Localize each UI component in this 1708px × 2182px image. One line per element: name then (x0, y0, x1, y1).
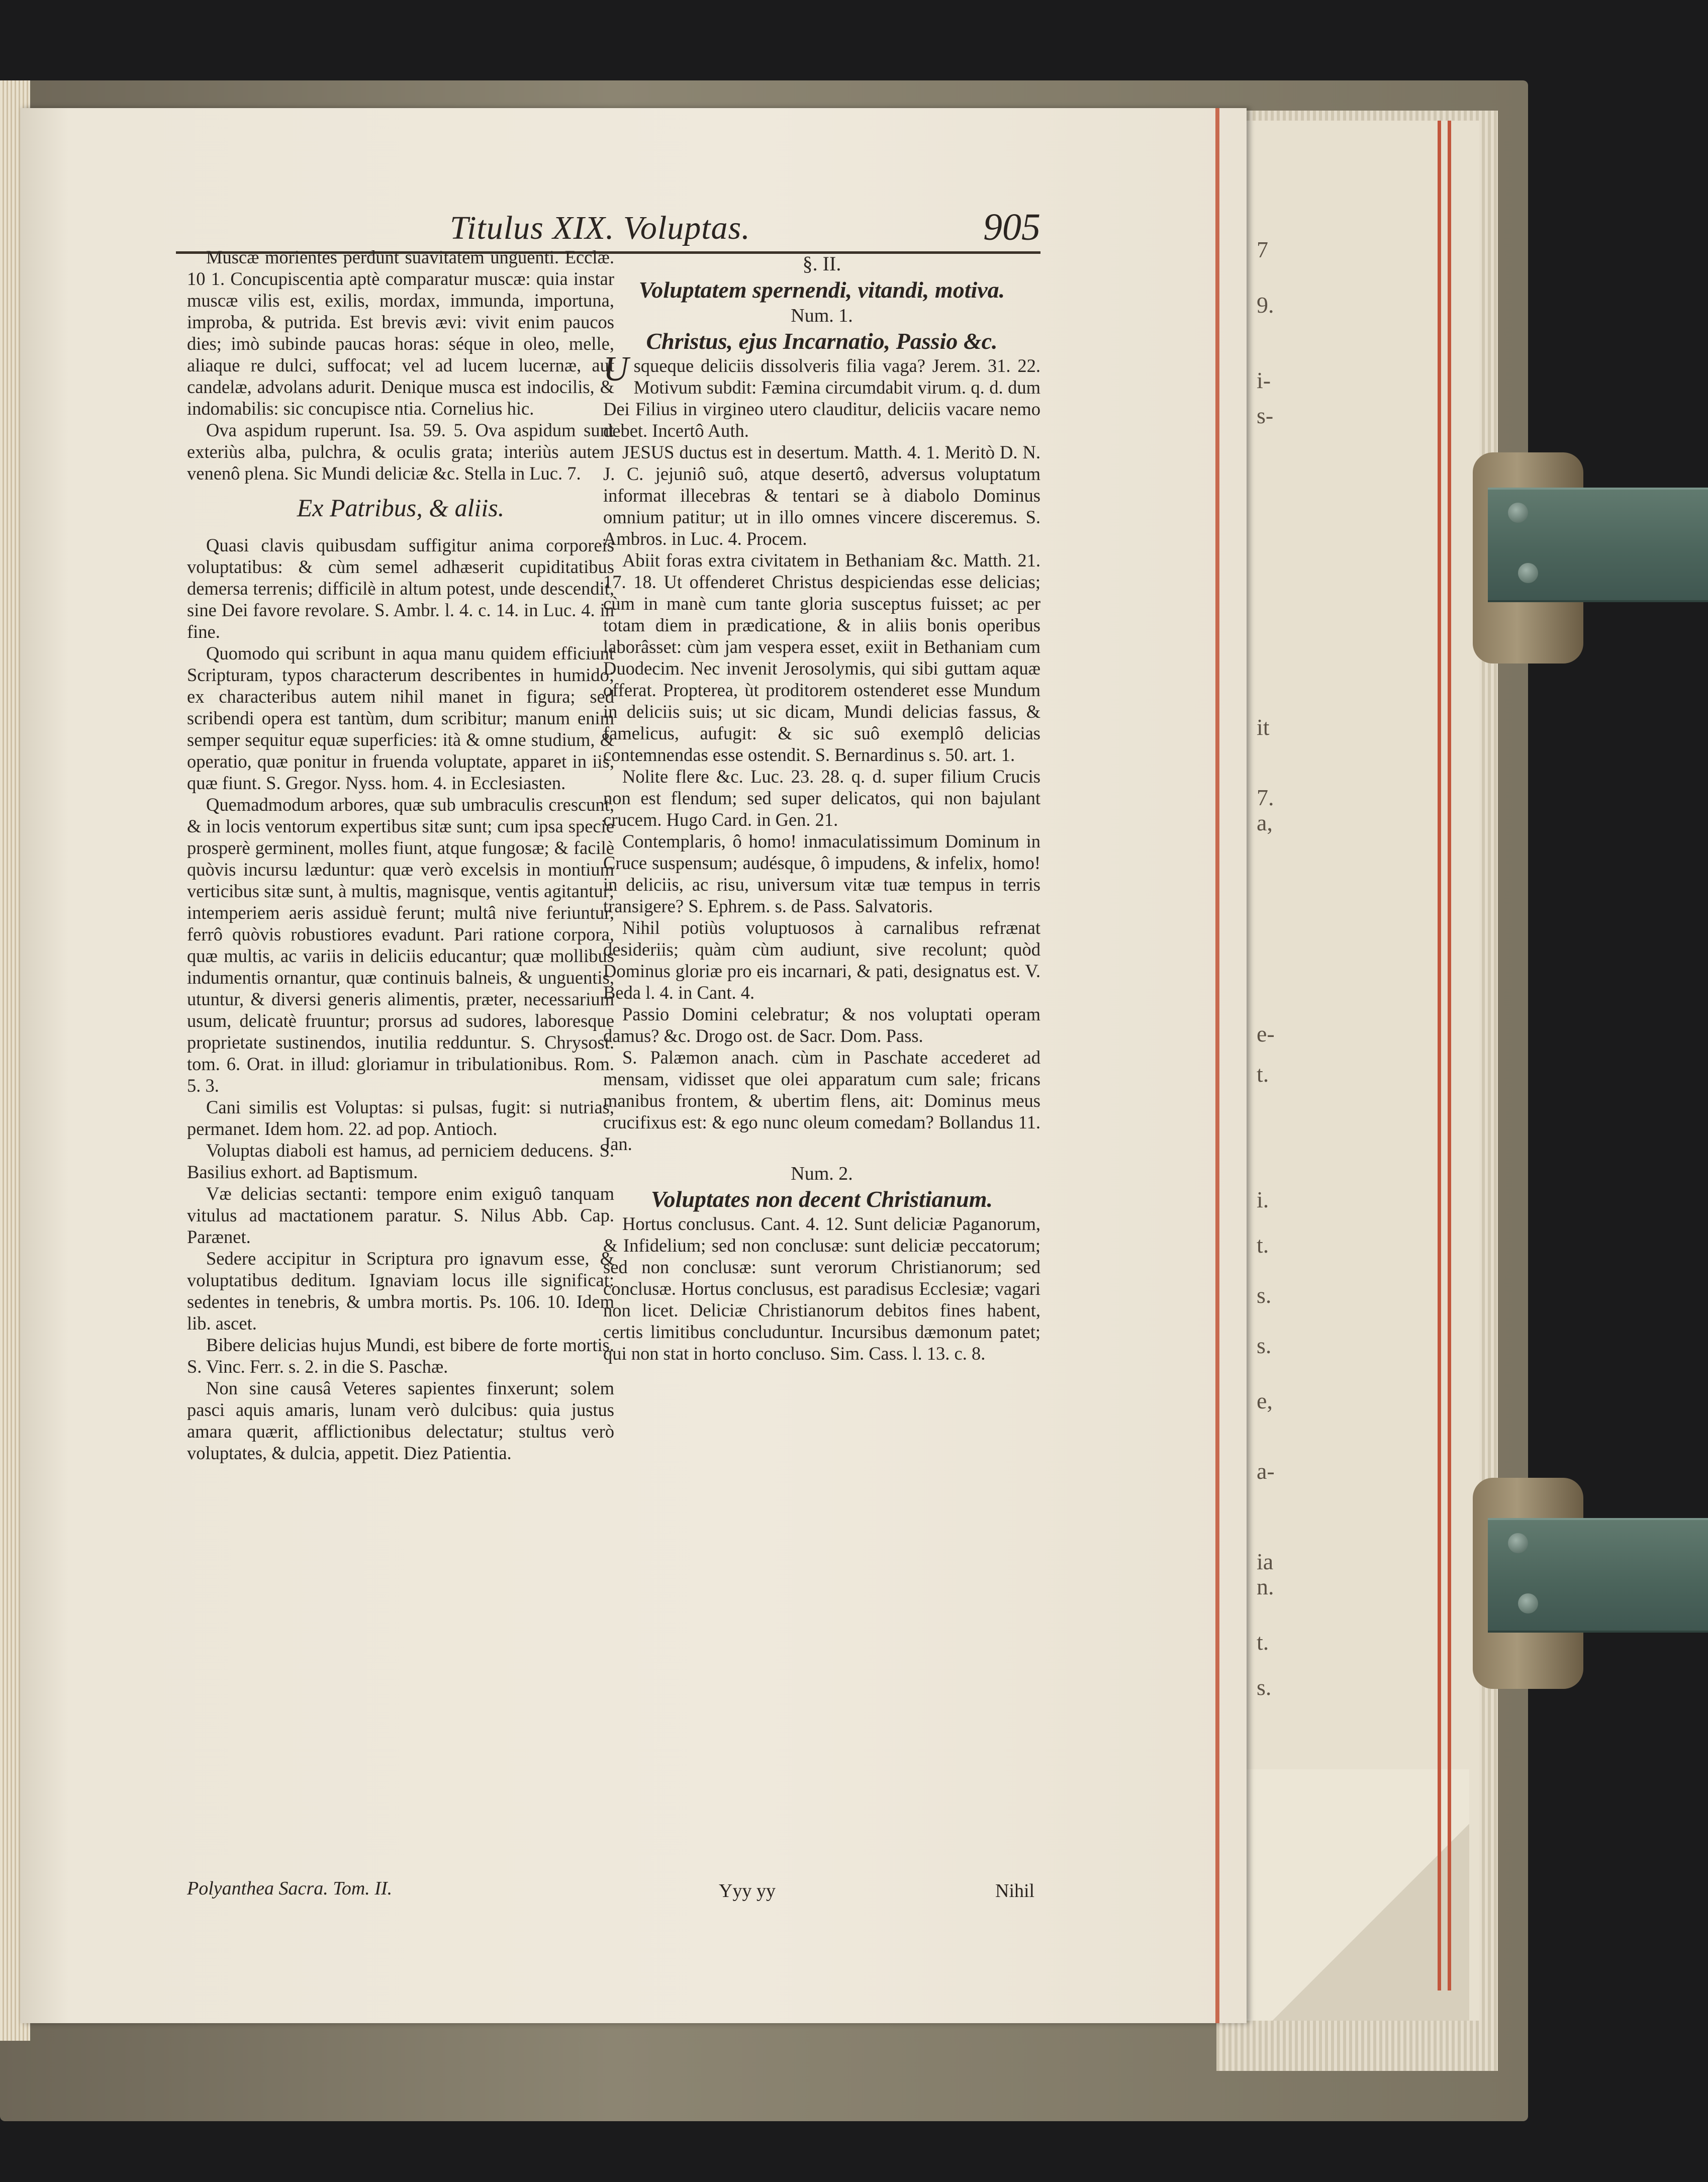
paragraph: Muscæ morientes perdunt suavitatem unguenti. Ecclæ. 10 1. Concupiscentia aptè comparatur muscæ: quia instar muscæ vilis est, exilis, mordax, immunda, importuna, improba, & putrida. Est brevis ævi: vivit enim paucos dies; imò subinde paucas horas: séque in oleo, melle, aliaque re dulci, suffocat; vel ad lucem lucernæ, aut candelæ, advolans adurit. Denique musca est indocilis, & indomabilis: sic concupisce ntia. Cornelius hic. (187, 247, 614, 419)
rivet (1508, 503, 1528, 523)
rivet (1518, 563, 1538, 583)
left-column (187, 246, 614, 1464)
paragraph: Quemadmodum arbores, quæ sub umbraculis crescunt, & in locis ventorum expertibus sitæ sunt; cum ipsa specie prosperè germinent, molles fiunt, atque fungosæ; & facilè quòvis incursu læduntur: quæ verò excelsis in montium verticibus sitæ sunt, à multis, magnisque, ventis agitantur; intemperiem aeris assiduè ferunt; multâ nive feriuntur, ferrô quòvis robustiores evadunt. Pari ratione corpora, quæ multis, ac variis in deliciis educantur; quæ mollibus indumentis ornantur, quæ continuis balneis, & unguentis, utuntur, & diversi generis alimentis, præter, necessarium usum, delicatè fruuntur; prorsus ad sudores, laboresque proprietate sustinendos, inutilia redduntur. S. Chrysost. tom. 6. Orat. in illud: gloriamur in tribulationibus. Rom. 5. 3. (187, 794, 614, 1096)
facing-page-fragment: e, (1257, 1388, 1273, 1413)
paragraph: Voluptas diaboli est hamus, ad perniciem deducens. S. Basilius exhort. ad Baptismum. (187, 1140, 614, 1182)
paragraph: JESUS ductus est in desertum. Matth. 4. 1. Meritò D. N. J. C. jejuniô suô, atque desertô, adversus voluptatum informat illecebras & tentari se à diabolo Dominus omnium patitur; ut in illo omnes vincere disceremus. S. Ambros. in Luc. 4. Procem. (603, 442, 1040, 549)
paragraph: Sedere accipitur in Scriptura pro ignavum esse, & voluptatibus deditum. Ignaviam locus ille significat: sedentes in tenebris, & umbra mortis. Ps. 106. 10. Idem lib. ascet. (187, 1248, 614, 1334)
facing-page-fragment: t. (1257, 1232, 1269, 1258)
page-edge (1215, 108, 1219, 2023)
paragraph: Usqueque deliciis dissolveris filia vaga? Jerem. 31. 22. Motivum subdit: Fæmina circumdabit virum. q. d. dum Dei Filius in virgineo utero clauditur, deliciis vacare nemo debet. Incertô Auth. (603, 350, 1040, 441)
rivet (1508, 1533, 1528, 1553)
paragraph: Cani similis est Voluptas: si pulsas, fugit: si nutrias, permanet. Idem hom. 22. ad pop. Antioch. (187, 1097, 614, 1139)
signature-mark: Yyy yy (719, 1880, 776, 1902)
running-head (176, 196, 1040, 254)
paragraph: Nolite flere &c. Luc. 23. 28. q. d. super filium Crucis non est flendum; sed super delicatos, qui non bajulant crucem. Hugo Card. in Gen. 21. (603, 766, 1040, 830)
facing-page-fragment: i. (1257, 1187, 1269, 1212)
paragraph: Væ delicias sectanti: tempore enim exiguô tanquam vitulus ad mactationem paratur. S. Nilus Abb. Cap. Parænet. (187, 1183, 614, 1247)
section-title: Voluptatem spernendi, vitandi, motiva. (638, 277, 1005, 303)
facing-page-fragment: n. (1257, 1574, 1274, 1599)
facing-page-fragment: it (1257, 714, 1270, 740)
facing-page-fragment: t. (1257, 1629, 1269, 1655)
section-mark: §. II. (802, 252, 841, 275)
subsection-title: Voluptates non decent Christianum. (651, 1186, 993, 1212)
paragraph: Nihil potiùs voluptuosos à carnalibus refrænat desideriis; quàm cùm audiunt, sive recolunt; quòd Dominus gloriæ pro eis incarnari, & pati, designatus est. V. Beda l. 4. in Cant. 4. (603, 917, 1040, 1003)
section-heading: Ex Patribus, & aliis. (297, 494, 505, 522)
paragraph: Abiit foras extra civitatem in Bethaniam &c. Matth. 21. 17. 18. Ut offenderet Christus despiciendas esse delicias; cùm in manè cum tante gloria susceptus fuisset; ac per totam diem in prædicatione, & in aliis bonis operibus laborâsset: cùm jam vespera esset, exiit in Bethaniam cum Duodecim. Nec invenit Jerosolymis, qui sibi guttam aquæ offerat. Propterea, ùt proditorem ostenderet esse Mundum in deliciis suis; ut sic dicam, Mundi delicias fassus, & famelicus, aufugit: & sic suô exemplô delicias contemnendas esse ostendit. S. Bernardinus s. 50. art. 1. (603, 550, 1040, 765)
paragraph: Hortus conclusus. Cant. 4. 12. Sunt deliciæ Paganorum, & Infidelium; sed non conclusæ: sunt deliciæ peccatorum; sed non conclusæ: sunt verorum Christianorum; sed conclusæ. Hortus conclusus, est paradisus Ecclesiæ; vagari non licet. Deliciæ Christianorum debitos fines habent, certis limitibus concluduntur. Incursibus dæmonum patet; qui non stat in horto concluso. Sim. Cass. l. 13. c. 8. (603, 1213, 1040, 1364)
facing-page-fragment: t. (1257, 1061, 1269, 1087)
facing-page-fragment: 7. (1257, 785, 1274, 810)
facing-page-fragment: s. (1257, 1674, 1272, 1700)
paragraph: Contemplaris, ô homo! inmaculatissimum Dominum in Cruce suspensum; audésque, ô impudens, & infelix, homo! in deliciis, ac risu, universum vitæ tuæ tempus in terris transigere? S. Ephrem. s. de Pass. Salvatoris. (603, 831, 1040, 916)
right-column (603, 246, 1040, 1364)
catchword: Nihil (995, 1880, 1035, 1902)
facing-page-fragment: s. (1257, 1282, 1272, 1308)
red-page-edge (1448, 121, 1451, 1990)
number-label: Num. 2. (791, 1163, 853, 1184)
paragraph: Non sine causâ Veteres sapientes finxerunt; solem pasci aquis amaris, lunam verò dulcibus: quia justus amara quærit, afflictionibus delectatur; stultus verò voluptates, & dulcia, appetit. Diez Patientia. (187, 1378, 614, 1463)
facing-page-fragment: a- (1257, 1458, 1275, 1484)
paragraph: Passio Domini celebratur; & nos voluptati operam damus? &c. Drogo ost. de Sacr. Dom. Pass. (603, 1004, 1040, 1046)
number-label: Num. 1. (791, 305, 853, 326)
facing-page-fragment: ia (1257, 1549, 1274, 1574)
facing-page-fragment: 9. (1257, 292, 1274, 318)
folded-corner (1228, 1769, 1469, 2021)
running-title: Titulus XIX. Voluptas. (450, 210, 750, 246)
subsection-title: Christus, ejus Incarnatio, Passio &c. (646, 328, 998, 354)
facing-page-fragment: s. (1257, 1333, 1272, 1358)
facing-page-fragment: e- (1257, 1021, 1275, 1047)
paragraph: Quomodo qui scribunt in aqua manu quidem efficiunt Scripturam, typos characterum describentes in humido; ex characteribus autem nihil manet in figura; sed scribendi opera est tantùm, dum scribitur; manum enim semper sequitur equæ superficies: ità & omne studium, & operatio, quæ ponitur in fruenda voluptate, apparet in iis, quæ fiunt. S. Gregor. Nyss. hom. 4. in Ecclesiasten. (187, 643, 614, 793)
facing-page-fragment: s- (1257, 403, 1274, 428)
paragraph: Bibere delicias hujus Mundi, est bibere de forte mortis. S. Vinc. Ferr. s. 2. in die S. Paschæ. (187, 1335, 614, 1377)
paragraph: S. Palæmon anach. cùm in Paschate accederet ad mensam, vidisset que olei apparatum cum sale; fricans manibus frontem, & ubertim flens, ait: Dominus meus crucifixus est: & ego nunc oleum comedam? Bollandus 11. Jan. (603, 1047, 1040, 1154)
paragraph: Ova aspidum ruperunt. Isa. 59. 5. Ova aspidum sunt exteriùs alba, pulchra, & oculis grata; interiùs autem venenô plena. Sic Mundi deliciæ &c. Stella in Luc. 7. (187, 420, 614, 484)
paragraph: Quasi clavis quibusdam suffigitur anima corporeis voluptatibus: & cùm semel adhæserit cupiditatibus demersa terrenis; difficilè in altum potest, unde descendit, sine Dei favore revolare. S. Ambr. l. 4. c. 14. in Luc. 4. in fine. (187, 535, 614, 642)
facing-page-fragment: i- (1257, 367, 1271, 393)
rivet (1518, 1593, 1538, 1614)
book-title-footer: Polyanthea Sacra. Tom. II. (187, 1878, 393, 1899)
facing-page-fragment: 7 (1257, 237, 1268, 262)
page-number: 905 (983, 206, 1040, 248)
red-page-edge (1438, 121, 1441, 1990)
facing-page-fragment: a, (1257, 810, 1273, 835)
